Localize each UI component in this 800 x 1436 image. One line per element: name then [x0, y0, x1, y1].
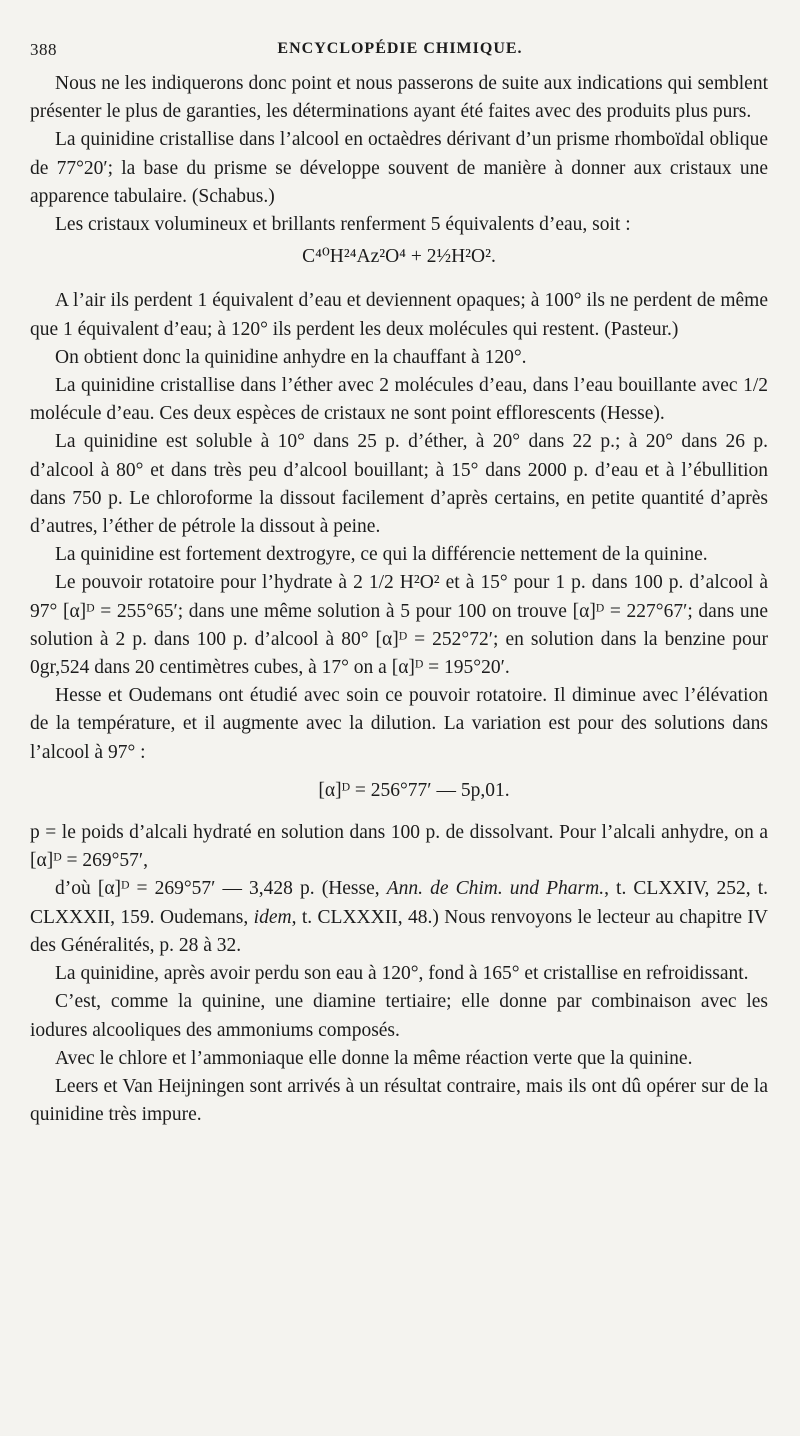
idem-reference: idem — [253, 906, 292, 928]
page-body — [30, 70, 768, 1129]
citation-text: , t. CLXXIV, 252, t. CLXXXII, 159. Oudemans, — [30, 878, 769, 928]
paragraph: Les cristaux volumineux et brillants renferment 5 équivalents d’eau, soit : — [55, 214, 631, 236]
paragraph: Le pouvoir rotatoire pour l’hydrate à 2 1/2 H²O² et à 15° pour 1 p. dans 100 p. d’alcool à 97° [α]ᴰ = 255°65′; dans une même solution à 5 pour 100 on trouve [α]ᴰ = 227°67′; dans une solution à 2 p. dans 100 p. d’alcool à 80° [α]ᴰ = 252°72′; en solution dans la benzine pour 0gr,524 dans 20 centimètres cubes, à 17° on a [α]ᴰ = 195°20′. — [30, 572, 768, 679]
paragraph: C’est, comme la quinine, une diamine tertiaire; elle donne par combinaison avec les iodures alcooliques des ammoniums composés. — [30, 991, 768, 1041]
citation-text: , t. CLXXXII, 48.) Nous renvoyons le lecteur au chapitre IV des Généralités, p. 28 à 32. — [30, 906, 768, 956]
paragraph: On obtient donc la quinidine anhydre en la chauffant à 120°. — [55, 346, 527, 368]
page-header — [30, 40, 770, 70]
paragraph: p = le poids d’alcali hydraté en solution dans 100 p. de dissolvant. Pour l’alcali anhydre, on a [α]ᴰ = 269°57′, — [30, 822, 768, 872]
paragraph: La quinidine cristallise dans l’alcool en octaèdres dérivant d’un prisme rhomboïdal oblique de 77°20′; la base du prisme se développe souvent de manière à donner aux cristaux une apparence tabulaire. (Schabus.) — [30, 129, 768, 207]
journal-reference: Ann. de Chim. und Pharm. — [386, 878, 605, 900]
paragraph: La quinidine, après avoir perdu son eau à 120°, fond à 165° et cristallise en refroidissant. — [55, 963, 749, 985]
paragraph: La quinidine cristallise dans l’éther avec 2 molécules d’eau, dans l’eau bouillante avec 1/2 molécule d’eau. Ces deux espèces de cristaux ne sont point efflorescents (Hesse). — [30, 375, 768, 425]
paragraph: La quinidine est soluble à 10° dans 25 p. d’éther, à 20° dans 22 p.; à 20° dans 26 p. d’alcool à 80° et dans très peu d’alcool bouillant; à 15° dans 2000 p. d’eau et à l’ébullition dans 750 p. Le chloroforme la dissout facilement d’après certains, en petite quantité d’après d’autres, l’éther de pétrole la dissout à peine. — [30, 431, 768, 538]
page-number: 388 — [30, 40, 57, 59]
paragraph: A l’air ils perdent 1 équivalent d’eau et deviennent opaques; à 100° ils ne perdent de même que 1 équivalent d’eau; à 120° ils perdent les deux molécules qui restent. (Pasteur.) — [30, 290, 768, 340]
paragraph: Leers et Van Heijningen sont arrivés à un résultat contraire, mais ils ont dû opérer sur de la quinidine très impure. — [30, 1075, 768, 1126]
paragraph: Avec le chlore et l’ammoniaque elle donne la même réaction verte que la quinine. — [55, 1047, 693, 1069]
formula-rotation: [α]ᴰ = 256°77′ — 5p,01. — [318, 779, 510, 801]
formula-composition: C⁴⁰H²⁴Az²O⁴ + 2½H²O². — [302, 246, 496, 268]
paragraph: Nous ne les indiquerons donc point et nous passerons de suite aux indications qui semblent présenter le plus de garanties, les déterminations ayant été faites avec des produits plus purs. — [30, 73, 768, 123]
paragraph: Hesse et Oudemans ont étudié avec soin ce pouvoir rotatoire. Il diminue avec l’élévation de la température, et il augmente avec la dilution. La variation est pour des solutions dans l’alcool à 97° : — [30, 685, 768, 763]
paragraph-citation — [30, 875, 768, 960]
running-title: ENCYCLOPÉDIE CHIMIQUE. — [277, 40, 523, 57]
citation-text: d’où [α]ᴰ = 269°57′ — 3,428 p. (Hesse, — [55, 878, 387, 900]
paragraph: La quinidine est fortement dextrogyre, ce qui la différencie nettement de la quinine. — [55, 544, 708, 566]
